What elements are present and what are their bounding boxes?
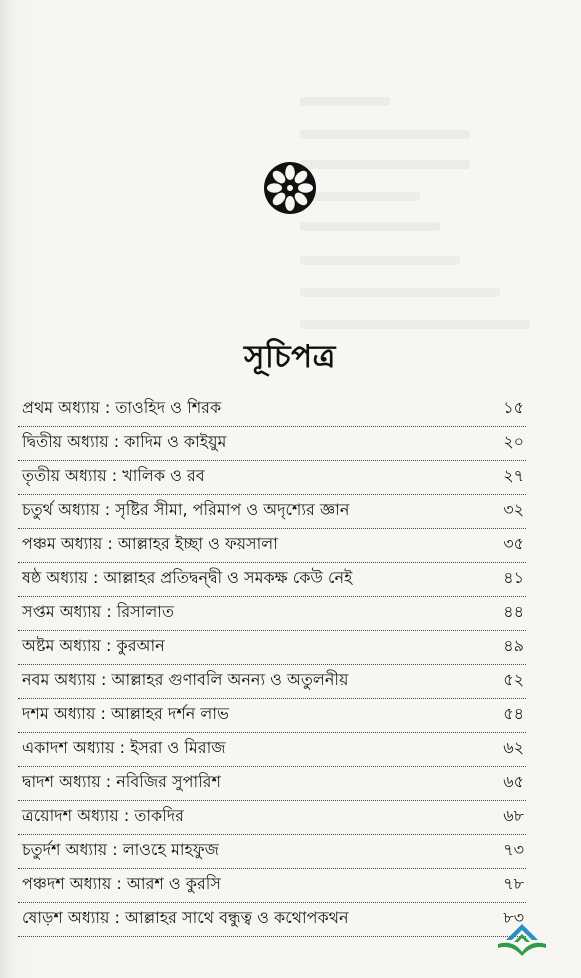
separator: : (102, 534, 118, 553)
chapter-topic: রিসালাত (116, 602, 174, 621)
chapter-topic: কাদিম ও কাইয়ুম (124, 432, 227, 451)
page-number: ৩৫ (503, 534, 524, 553)
toc-row (18, 903, 526, 937)
chapter-topic: ইসরা ও মিরাজ (130, 738, 226, 757)
chapter-label: দ্বাদশ অধ্যায় (22, 772, 101, 791)
page-number: ৫৪ (503, 704, 524, 723)
page-number: ৭৩ (503, 840, 524, 859)
chapter-topic: নবিজির সুপারিশ (116, 772, 221, 791)
chapter-label: পঞ্চম অধ্যায় (22, 534, 103, 553)
chapter-label: নবম অধ্যায় (22, 670, 96, 689)
page-number: ২০ (503, 432, 524, 451)
chapter-label: দ্বিতীয় অধ্যায় (22, 432, 109, 451)
toc-entry (22, 769, 221, 796)
toc-entry (22, 837, 219, 864)
separator: : (100, 636, 117, 655)
page-number: ৪৪ (503, 602, 524, 621)
chapter-topic: আল্লাহর প্রতিদ্বন্দ্বী ও সমকক্ষ কেউ নেই (103, 568, 353, 587)
separator: : (100, 772, 117, 791)
show-through-line (300, 222, 440, 231)
toc-row (18, 563, 526, 597)
toc-entry (22, 429, 226, 456)
separator: : (111, 874, 127, 893)
toc-entry (22, 531, 278, 558)
toc-entry (22, 463, 205, 490)
toc-entry (22, 497, 349, 524)
chapter-topic: আল্লাহর দর্শন লাভ (110, 704, 229, 723)
toc-entry (22, 565, 352, 592)
chapter-label: প্রথম অধ্যায় (22, 398, 100, 417)
chapter-label: সপ্তম অধ্যায় (22, 602, 102, 621)
page-number: ৩২ (503, 500, 524, 519)
chapter-label: তৃতীয় অধ্যায় (22, 466, 107, 485)
chapter-topic: খালিক ও রব (122, 466, 205, 485)
page-title: সূচিপত্র (244, 339, 336, 375)
toc-row (18, 597, 526, 631)
chapter-label: দশম অধ্যায় (22, 704, 96, 723)
toc-row (18, 699, 526, 733)
separator: : (109, 908, 126, 927)
toc-row (18, 427, 526, 461)
toc-entry (22, 633, 165, 660)
chapter-label: চতুর্দশ অধ্যায় (22, 840, 108, 859)
separator: : (114, 738, 131, 757)
toc-entry (22, 701, 229, 728)
toc-row (18, 529, 526, 563)
chapter-topic: তাকদির (134, 806, 184, 825)
toc-entry (22, 735, 226, 762)
chapter-topic: আল্লাহর ইচ্ছা ও ফয়সালা (117, 534, 278, 553)
chapter-label: পঞ্চদশ অধ্যায় (22, 874, 112, 893)
show-through-line (300, 160, 470, 169)
page-number: ৬২ (503, 738, 524, 757)
chapter-topic: তাওহিদ ও শিরক (115, 398, 222, 417)
show-through-line (300, 192, 420, 201)
toc-entry (22, 803, 184, 830)
page-number: ৪৯ (503, 636, 524, 655)
toc-row (18, 767, 526, 801)
separator: : (118, 806, 135, 825)
toc-row (18, 461, 526, 495)
show-through-line (300, 256, 460, 265)
separator: : (106, 466, 123, 485)
separator: : (101, 602, 117, 621)
toc-entry (22, 871, 221, 898)
show-through-line (300, 130, 470, 139)
toc-row (18, 801, 526, 835)
separator: : (99, 398, 116, 417)
chapter-topic: আল্লাহর সাথে বন্ধুত্ব ও কথোপকথন (125, 908, 349, 927)
toc-entry (22, 599, 174, 626)
toc-row (18, 733, 526, 767)
show-through-line (300, 97, 390, 106)
toc-row (18, 869, 526, 903)
toc-row (18, 665, 526, 699)
separator: : (108, 432, 125, 451)
toc-row (18, 393, 526, 427)
chapter-topic: সৃষ্টির সীমা, পরিমাপ ও অদৃশ্যের জ্ঞান (115, 500, 350, 519)
chapter-label: ষোড়শ অধ্যায় (22, 908, 110, 927)
chapter-topic: আরশ ও কুরসি (126, 874, 221, 893)
toc-entry (22, 395, 221, 422)
chapter-topic: লাওহে মাহফুজ (122, 840, 219, 859)
separator: : (99, 500, 116, 519)
separator: : (95, 704, 111, 723)
toc-entry (22, 905, 349, 932)
chapter-label: ত্রয়োদশ অধ্যায় (22, 806, 119, 825)
toc-row (18, 631, 526, 665)
show-through-line (300, 320, 530, 329)
page-number: ৫২ (503, 670, 524, 689)
chapter-label: ষষ্ঠ অধ্যায় (22, 568, 88, 587)
toc-row (18, 835, 526, 869)
chapter-label: একাদশ অধ্যায় (22, 738, 115, 757)
separator: : (87, 568, 104, 587)
page-number: ৪১ (503, 568, 524, 587)
page-number: ৭৮ (503, 874, 524, 893)
page-number: ৬৫ (503, 772, 524, 791)
publisher-logo-icon (496, 922, 548, 958)
separator: : (107, 840, 123, 859)
show-through-line (300, 288, 500, 297)
chapter-label: অষ্টম অধ্যায় (22, 636, 101, 655)
page-number: ৮৩ (503, 908, 524, 927)
separator: : (95, 670, 112, 689)
page-number: ৬৮ (503, 806, 524, 825)
toc-row (18, 495, 526, 529)
table-of-contents (18, 393, 526, 937)
page-number: ১৫ (503, 398, 524, 417)
chapter-label: চতুর্থ অধ্যায় (22, 500, 100, 519)
flower-ornament-icon (262, 160, 318, 216)
chapter-topic: আল্লাহর গুণাবলি অনন্য ও অতুলনীয় (111, 670, 349, 689)
page-number: ২৭ (503, 466, 524, 485)
chapter-topic: কুরআন (116, 636, 165, 655)
toc-entry (22, 667, 348, 694)
